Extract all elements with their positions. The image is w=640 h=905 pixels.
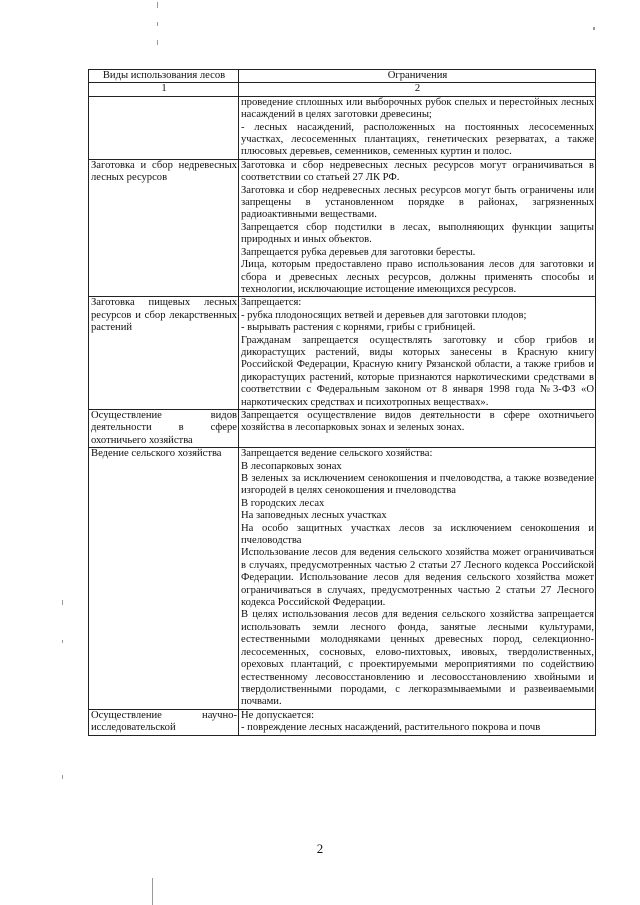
restriction-paragraph: Запрещается рубка деревьев для заготовки бересты. (241, 246, 476, 258)
column-header-restrictions: Ограничения (239, 70, 596, 83)
restriction-paragraph: Заготовка и сбор недревесных лесных ресурсов могут быть ограничены или запрещены в установленном порядке в районах, загрязненных радиоактивными веществами. (241, 184, 594, 221)
restriction-paragraph: Гражданам запрещается осуществлять заготовку и сбор грибов и дикорастущих растений, виды которых занесены в Красную книгу Российской Федерации, Красную книгу Рязанской области, а также грибов и дикорастущих растений, которые признаются наркотическими средствами в соответствии с Федеральным законом от 8 января 1998 года №3-ФЗ «О наркотических средствах и психотропных веществах». (241, 334, 594, 408)
restriction-paragraph: В лесопарковых зонах (241, 460, 342, 472)
restriction-paragraph: Не допускается: (241, 709, 315, 721)
restriction-paragraph: В зеленых за исключением сенокошения и пчеловодства, а также возведение изгородей в целях сенокошения и пчеловодства (241, 473, 594, 497)
restriction-paragraph: Лица, которым предоставлено право использования лесов для заготовки и сбора и древесных лесных ресурсов, должны применять способы и технологии, исключающие истощение имеющихся ресурсов. (241, 259, 594, 295)
restriction-paragraph: В городских лесах (241, 497, 325, 509)
restriction-paragraph: Запрещается осуществление видов деятельности в сфере охотничьего хозяйства в лесопарковых зонах и зеленых зонах. (241, 409, 594, 434)
column-number-2: 2 (239, 83, 596, 96)
restriction-cell (239, 297, 596, 410)
column-number-1: 1 (89, 83, 239, 96)
table-column-number-row (89, 83, 596, 96)
table-row (89, 709, 596, 735)
usage-type-cell (89, 96, 239, 159)
table-row (89, 448, 596, 710)
restriction-paragraph: проведение сплошных или выборочных рубок спелых и перестойных лесных насаждений в целях заготовки древесины; (241, 96, 594, 121)
restriction-cell (239, 448, 596, 710)
usage-type-cell: Заготовка и сбор недревесных лесных ресурсов (89, 159, 239, 296)
scan-speck (157, 40, 158, 45)
restriction-paragraph: - вырывать растения с корнями, грибы с грибницей. (241, 322, 476, 334)
usage-type-cell: Осуществление научно-исследовательской (89, 709, 239, 735)
restriction-paragraph: Запрещается сбор подстилки в лесах, выполняющих функции защиты природных и иных объектов. (241, 221, 594, 246)
scan-speck (62, 640, 63, 643)
restriction-cell (239, 709, 596, 735)
usage-type-cell: Осуществление видов деятельности в сфере охотничьего хозяйства (89, 409, 239, 447)
restriction-paragraph: На заповедных лесных участках (241, 510, 387, 522)
restrictions-table (88, 69, 596, 736)
restriction-cell (239, 159, 596, 296)
page-number: 2 (316, 841, 324, 856)
restriction-cell (239, 409, 596, 447)
table-row (89, 409, 596, 447)
scan-speck (157, 2, 158, 8)
table-row (89, 159, 596, 296)
scan-speck (62, 775, 63, 779)
scan-speck (62, 600, 63, 605)
restriction-paragraph: - рубка плодоносящих ветвей и деревьев для заготовки плодов; (241, 309, 527, 321)
usage-type-cell: Ведение сельского хозяйства (89, 448, 239, 710)
scan-speck (593, 27, 595, 30)
restriction-paragraph: Запрещается: (241, 297, 302, 309)
restriction-paragraph: - повреждение лесных насаждений, растительного покрова и почв (241, 722, 541, 734)
column-header-usage-types: Виды использования лесов (89, 70, 239, 83)
restriction-paragraph: Запрещается ведение сельского хозяйства: (241, 448, 433, 460)
table-row (89, 96, 596, 159)
restriction-paragraph: Заготовка и сбор недревесных лесных ресурсов могут ограничиваться в соответствии со статьей 27 ЛК РФ. (241, 159, 594, 184)
restriction-paragraph: На особо защитных участках лесов за исключением сенокошения и пчеловодства (241, 522, 594, 547)
table-row (89, 297, 596, 410)
scan-speck (157, 22, 158, 26)
table-header-row (89, 70, 596, 83)
table-body (89, 96, 596, 735)
restriction-paragraph: Использование лесов для ведения сельского хозяйства может ограничиваться в случаях, предусмотренных частью 2 статьи 27 Лесного кодекса Российской Федерации. Использование лесов для ведения сельского хозяйства может ограничиваться в случаях, предусмотренных частью 2 статьи 27 Лесного кодекса Российской Федерации. (241, 547, 594, 609)
restriction-cell (239, 96, 596, 159)
restriction-paragraph: В целях использования лесов для ведения сельского хозяйства запрещается использовать земли лесного фонда, занятые лесными культурами, естественными молодняками ценных древесных пород, селекционно-лесосеменных, сосновых, елово-пихтовых, ивовых, твердолиственных, ореховых плантаций, с проектируемыми мероприятиями по содействию естественному лесовосстановлению и лесовосстановлению хвойными и твердолиственными породами, с легкоразмываемыми и развеиваемыми почвами. (241, 609, 594, 708)
scan-speck (152, 878, 153, 905)
usage-type-cell: Заготовка пищевых лесных ресурсов и сбор лекарственных растений (89, 297, 239, 410)
restriction-paragraph: - лесных насаждений, расположенных на постоянных лесосеменных участках, лесосеменных плантациях, генетических резерватах, а также плюсовых деревьев, семенников, семенных куртин и полос. (241, 121, 594, 158)
